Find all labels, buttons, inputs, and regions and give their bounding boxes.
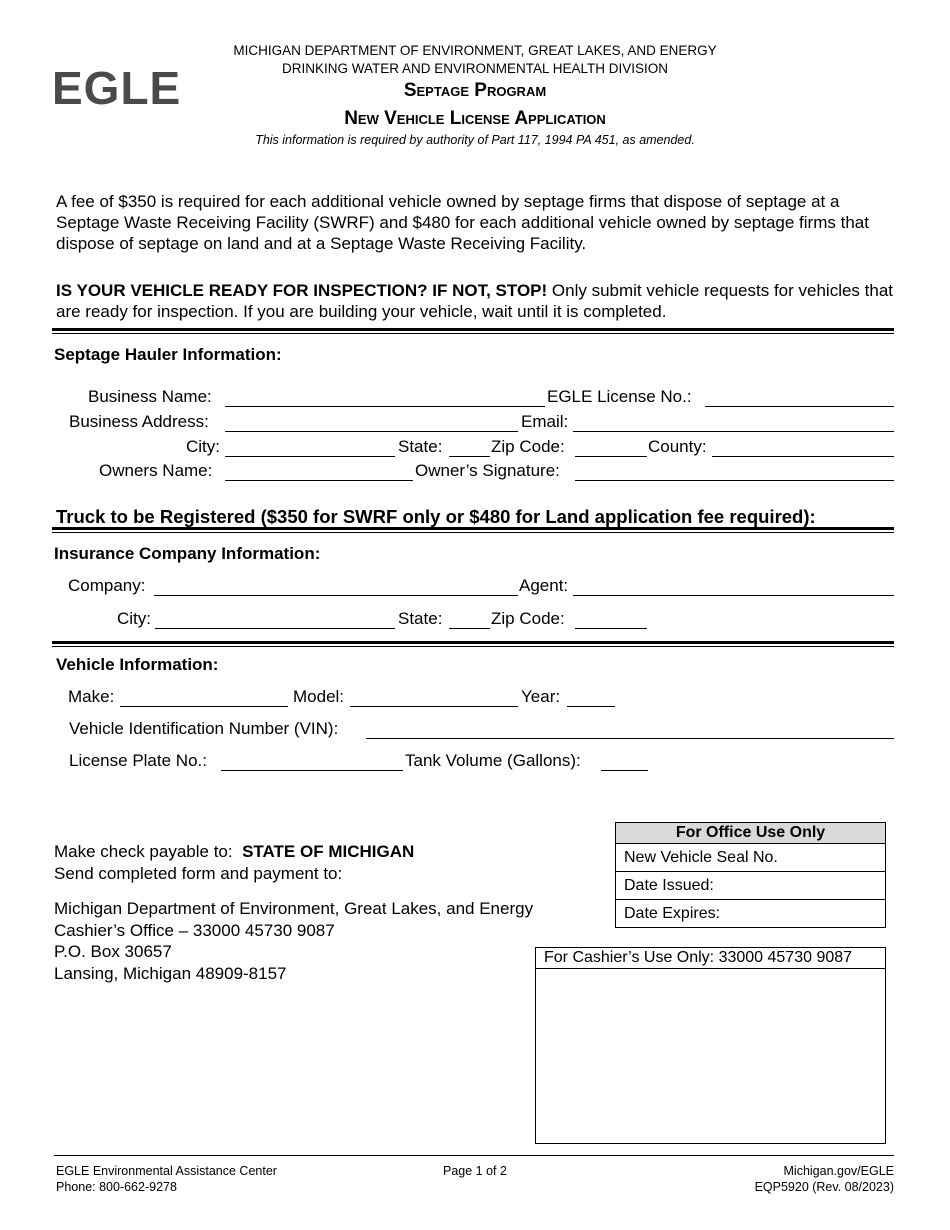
form-title: New Vehicle License Application [344,108,606,129]
address-line-1: Michigan Department of Environment, Great Lakes, and Energy [54,899,534,918]
footer-page: Page 1 of 2 [443,1164,507,1178]
model-label: Model: [293,687,345,706]
hauler-state-label: State: [398,437,443,456]
inspection-warning [56,280,896,322]
company-label: Company: [68,576,146,595]
footer-center-name: EGLE Environmental Assistance Center [56,1164,277,1178]
business-name-field[interactable] [225,406,545,407]
year-label: Year: [521,687,561,706]
insurance-heading: Insurance Company Information: [54,544,321,563]
email-field[interactable] [573,431,894,432]
make-label: Make: [68,687,115,706]
owner-signature-field[interactable] [575,480,894,481]
seal-no-label: New Vehicle Seal No. [624,849,778,866]
vin-field[interactable] [366,738,894,739]
footer-form-no: EQP5920 (Rev. 08/2023) [754,1180,894,1194]
county-field[interactable] [712,456,894,457]
insurance-zip-field[interactable] [575,628,647,629]
office-use-box [615,822,886,928]
owners-name-field[interactable] [225,480,413,481]
hauler-city-label: City: [186,437,220,456]
footer-website[interactable]: Michigan.gov/EGLE [783,1164,894,1178]
agency-line-2: DRINKING WATER AND ENVIRONMENTAL HEALTH DIVISION [281,61,669,76]
vin-label: Vehicle Identification Number (VIN): [69,719,339,738]
business-address-label: Business Address: [69,412,209,431]
date-issued-label: Date Issued: [624,877,714,894]
address-line-4: Lansing, Michigan 48909-8157 [54,964,287,983]
model-field[interactable] [350,706,518,707]
address-line-2: Cashier’s Office – 33000 45730 9087 [54,921,335,940]
footer-rule [54,1155,894,1156]
cashier-box [535,947,886,1144]
hauler-zip-field[interactable] [575,456,647,457]
plate-label: License Plate No.: [69,751,207,770]
date-expires-field[interactable] [616,900,885,928]
company-field[interactable] [154,595,518,596]
hauler-heading: Septage Hauler Information: [54,345,282,364]
warning-bold: IS YOUR VEHICLE READY FOR INSPECTION? IF NOT, STOP! [56,281,548,300]
agent-field[interactable] [573,595,894,596]
send-to-label: Send completed form and payment to: [54,864,343,883]
license-no-label: EGLE License No.: [547,387,692,406]
agent-label: Agent: [519,576,569,595]
owners-name-label: Owners Name: [99,461,213,480]
hauler-state-field[interactable] [449,456,490,457]
insurance-city-field[interactable] [155,628,395,629]
section-divider [52,328,894,334]
tank-label: Tank Volume (Gallons): [405,751,581,770]
office-use-heading: For Office Use Only [616,823,885,844]
plate-field[interactable] [221,770,403,771]
insurance-divider [52,641,894,647]
payable-label: Make check payable to: [54,842,233,861]
egle-logo: EGLE [52,62,182,114]
year-field[interactable] [567,706,615,707]
hauler-zip-label: Zip Code: [491,437,565,456]
agency-line-1: MICHIGAN DEPARTMENT OF ENVIRONMENT, GREAT LAKES, AND ENERGY [233,43,717,58]
date-issued-field[interactable] [616,872,885,900]
program-title: Septage Program [403,80,547,101]
truck-heading: Truck to be Registered ($350 for SWRF only or $480 for Land application fee required): [56,506,816,527]
insurance-state-field[interactable] [449,628,490,629]
insurance-state-label: State: [398,609,443,628]
business-address-field[interactable] [225,431,518,432]
payable-to: STATE OF MICHIGAN [242,842,415,861]
vehicle-heading: Vehicle Information: [56,655,219,674]
hauler-city-field[interactable] [225,456,395,457]
address-line-3: P.O. Box 30657 [54,942,172,961]
email-label: Email: [521,412,569,431]
payable-line [54,842,414,862]
owner-signature-label: Owner’s Signature: [415,461,560,480]
county-label: County: [648,437,707,456]
authority-note: This information is required by authority of Part 117, 1994 PA 451, as amended. [255,133,695,147]
business-name-label: Business Name: [88,387,212,406]
warning-text: Only submit vehicle requests for vehicles that are ready for inspection. If you are building your vehicle, wait until it is completed. [56,281,894,321]
insurance-city-label: City: [117,609,151,628]
footer-phone: Phone: 800-662-9278 [56,1180,177,1194]
fee-paragraph: A fee of $350 is required for each additional vehicle owned by septage firms that dispose of septage at a Septage Waste Receiving Facility (SWRF) and $480 for each additional vehicle owned by septage firms that dispose of septage on land and at a Septage Waste Receiving Facility. [56,192,869,253]
tank-field[interactable] [601,770,648,771]
truck-divider [52,527,894,533]
seal-no-field[interactable] [616,844,885,872]
date-expires-label: Date Expires: [624,905,721,922]
insurance-zip-label: Zip Code: [491,609,565,628]
license-no-field[interactable] [705,406,894,407]
cashier-heading: For Cashier’s Use Only: 33000 45730 9087 [536,948,885,969]
make-field[interactable] [120,706,288,707]
